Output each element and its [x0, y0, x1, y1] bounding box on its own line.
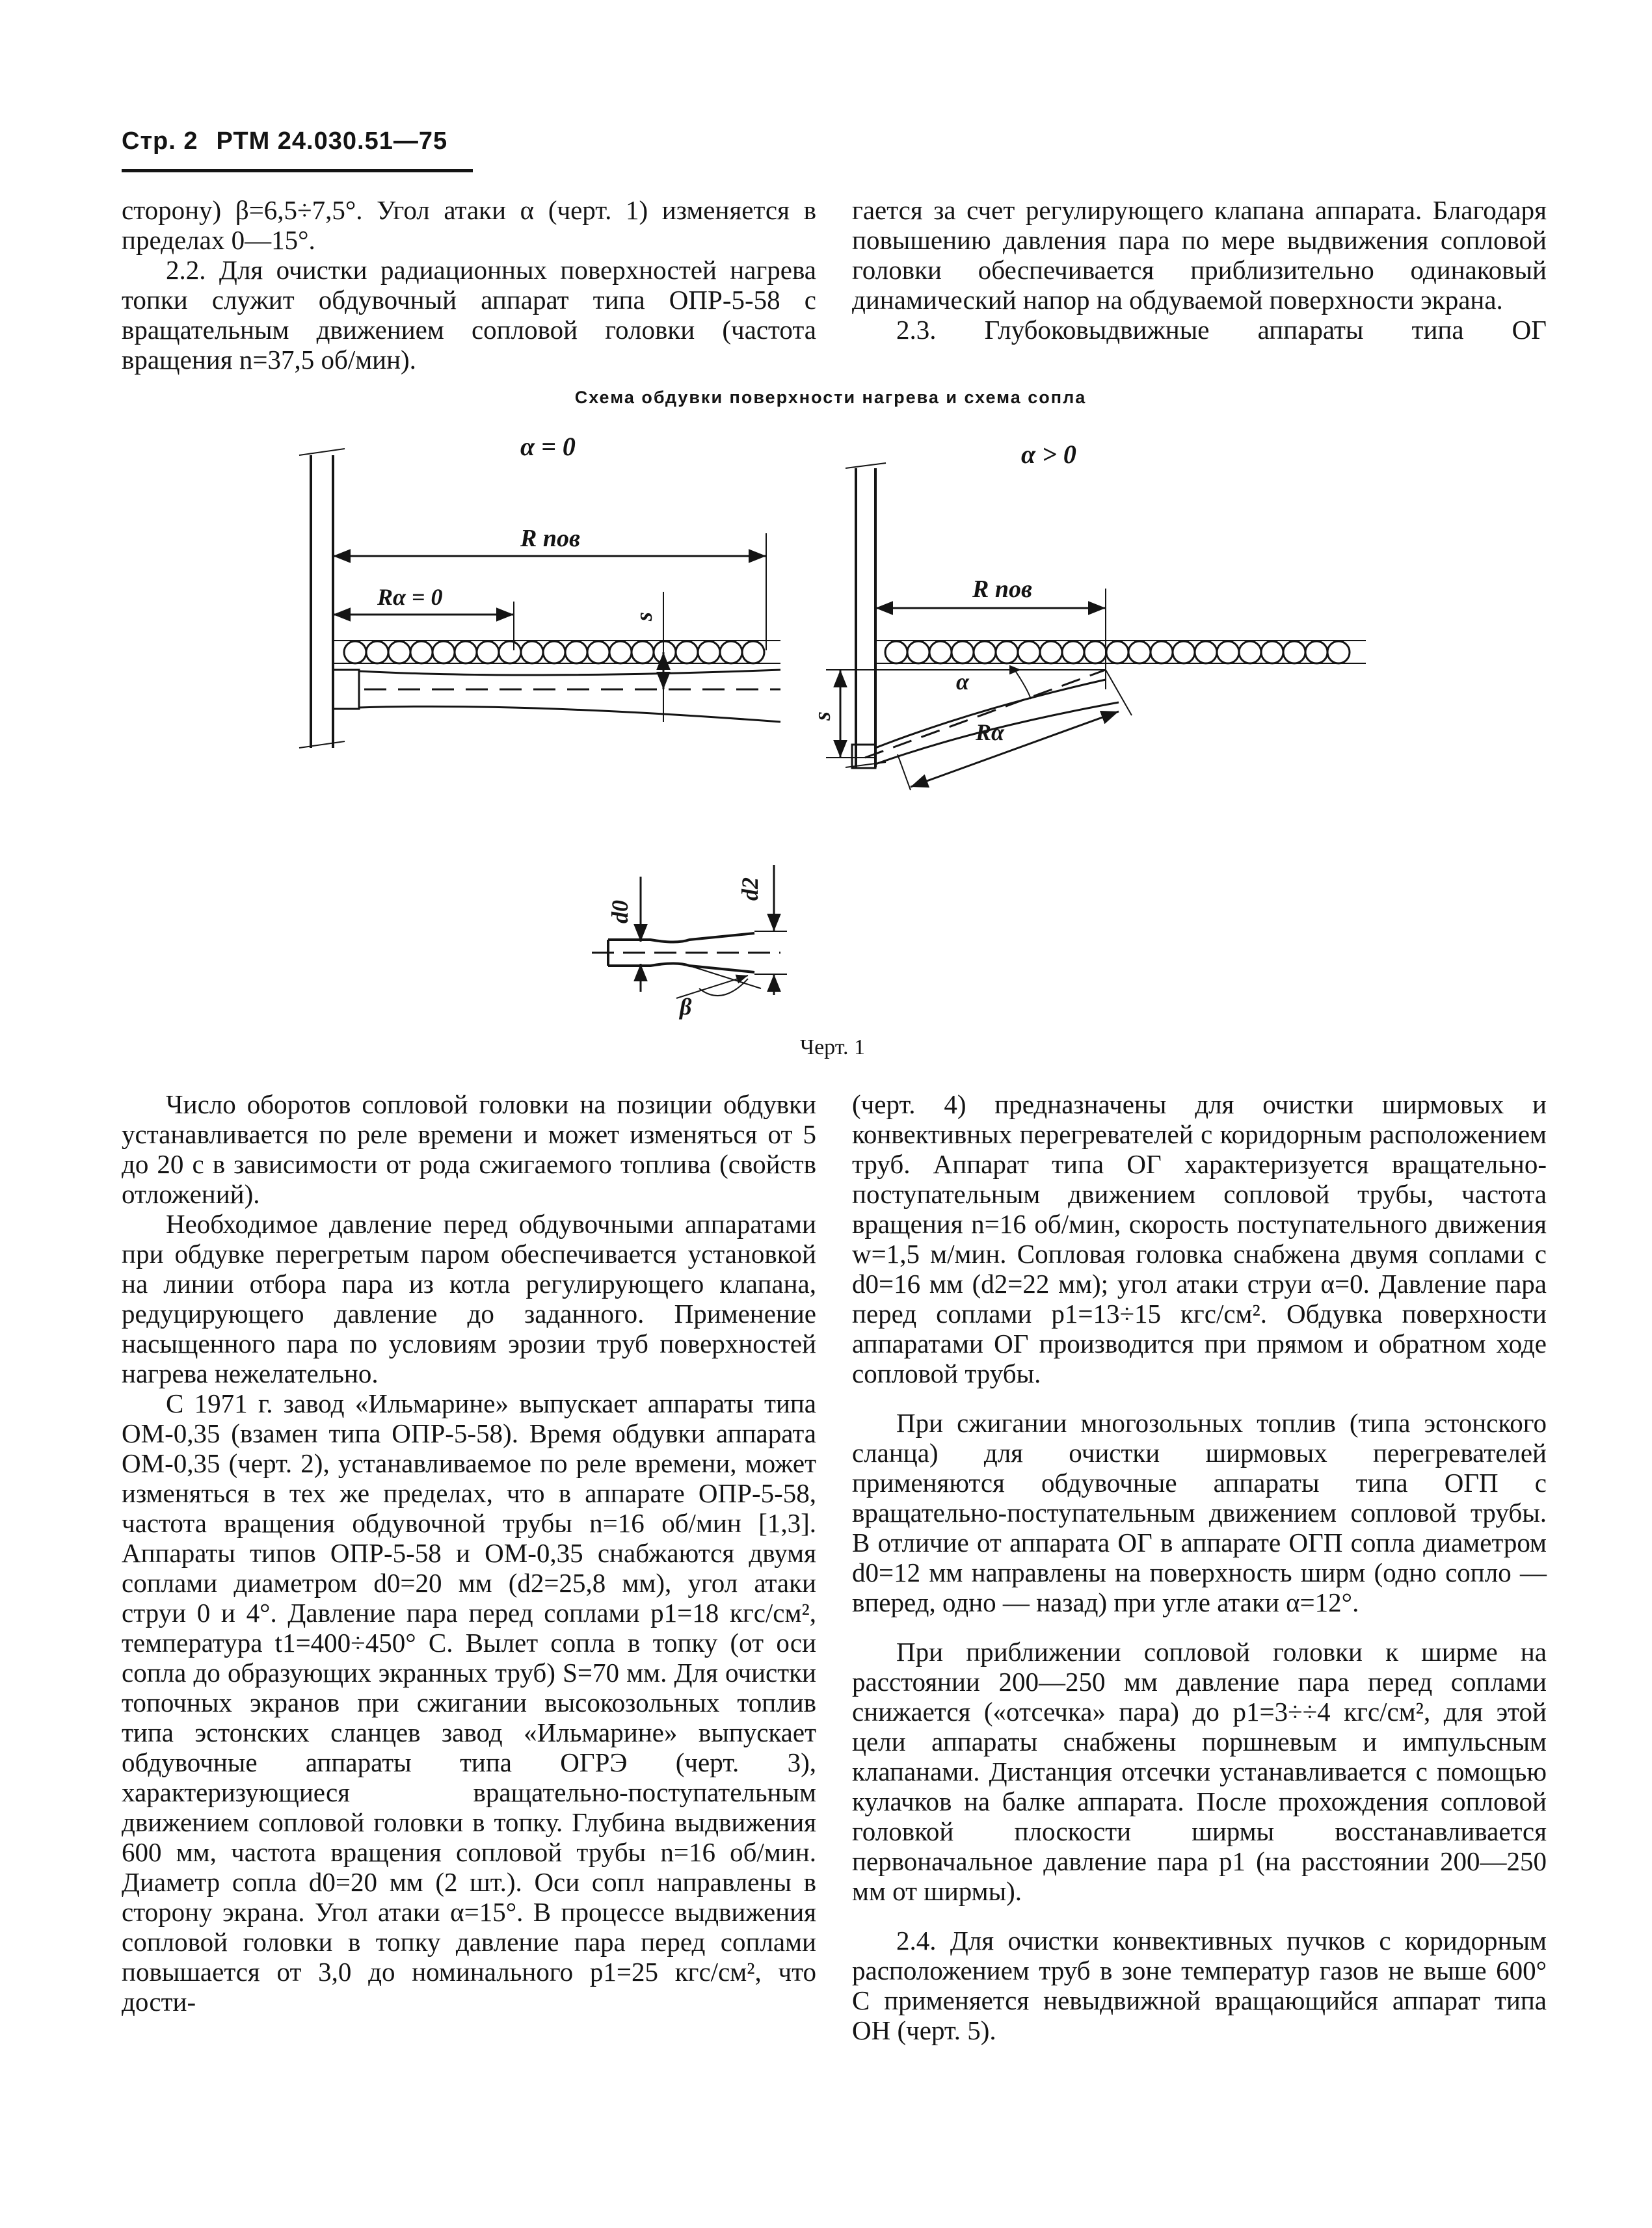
tubes-row-right — [885, 641, 1350, 663]
paragraph: 2.2. Для очистки радиационных поверхностей нагрева топки служит обдувочный аппарат типа ОПР-5-58 с вращательным движением сопловой головки (частота вращения n=37,5 об/мин). — [122, 255, 816, 375]
label-alpha-positive: α > 0 — [1021, 440, 1076, 469]
paragraph: сторону) β=6,5÷7,5°. Угол атаки α (черт. 1) изменяется в пределах 0—15°. — [122, 195, 816, 255]
paragraph: При сжигании многозольных топлив (типа эстонского сланца) для очистки ширмовых перегревателей применяются обдувочные аппараты типа ОГП с вращательно-поступательным движением сопловой трубы. В отличие от аппарата ОГ в аппарате ОГП сопла диаметром d0=12 мм направлены на поверхность ширм (одно сопло — вперед, одно — назад) при угле атаки α=12°. — [852, 1408, 1547, 1617]
paragraph: 2.4. Для очистки конвективных пучков с коридорным расположением труб в зоне температур газов не выше 600° С применяется невыдвижной вращающийся аппарат типа ОН (черт. 5). — [852, 1926, 1547, 2045]
paragraph: Необходимое давление перед обдувочными аппаратами при обдувке перегретым паром обеспечивается установкой на линии отбора пара из котла регулирующего клапана, редуцирующего давление до заданного. Применение насыщенного пара по условиям эрозии труб поверхностей нагрева нежелательно. — [122, 1209, 816, 1388]
label-alpha: α — [956, 669, 969, 695]
page-number: Стр. 2 — [122, 127, 198, 155]
label-r-pov-left: R пов — [520, 525, 580, 552]
label-alpha-zero: α = 0 — [520, 432, 576, 461]
tubes-row-left — [344, 641, 764, 663]
paragraph: гается за счет регулирующего клапана аппарата. Благодаря повышению давления пара по мере выдвижения сопловой головки обеспечивается приблизительно одинаковый динамический напор на обдуваемой поверхности экрана. — [852, 195, 1547, 315]
label-s-left: s — [631, 611, 657, 621]
scheme-alpha-positive — [826, 463, 1366, 790]
document-code: РТМ 24.030.51—75 — [216, 127, 448, 155]
figure-title: Схема обдувки поверхности нагрева и схема сопла — [574, 388, 1087, 407]
paragraph: 2.3. Глубоковыдвижные аппараты типа ОГ — [896, 315, 1547, 345]
label-beta: β — [680, 994, 692, 1020]
label-r-pov-right: R пов — [972, 576, 1032, 603]
paragraph: С 1971 г. завод «Ильмарине» выпускает аппараты типа ОМ-0,35 (взамен типа ОПР-5-58). Время обдувки аппарата ОМ-0,35 (черт. 2), устанавливаемое по реле времени, может изменяться в тех же пределах, что в аппарате ОПР-5-58, частота вращения обдувочной трубы n=16 об/мин [1,3]. Аппараты типов ОПР-5-58 и ОМ-0,35 снабжаются двумя соплами диаметром d0=20 мм (d2=25,8 мм), угол атаки струи 0 и 4°. Давление пара перед соплами p1=18 кгс/см², температура t1=400÷450° С. Вылет сопла в топку (от оси сопла до образующих экранных труб) S=70 мм. Для очистки топочных экранов при сжигании высокозольных топлив типа эстонских сланцев завод «Ильмарине» выпускает обдувочные аппараты типа ОГРЭ (черт. 3), характеризующиеся вращательно-поступательным движением сопловой головки в топку. Глубина выдвижения 600 мм, частота вращения сопловой трубы n=16 об/мин. Диаметр сопла d0=20 мм (2 шт.). Оси сопл направлены в сторону экрана. Угол атаки α=15°. В процессе выдвижения сопловой головки в топку давление пара перед соплами повышается от 3,0 до номинального p1=25 кгс/см², что дости- — [122, 1388, 816, 2017]
label-d2: d2 — [737, 877, 763, 901]
bottom-right-column — [852, 1089, 1547, 2045]
label-r-alpha-zero: Rα = 0 — [377, 584, 443, 610]
scheme-alpha-zero — [299, 449, 780, 748]
paragraph: При приближении сопловой головки к ширме на расстоянии 200—250 мм давление пара перед соплами снижается («отсечка» пара) до p1=3÷÷4 кгс/см², для этой цели аппараты снабжены поршневым и импульсным клапанами. Дистанция отсечки устанавливается с помощью кулачков на балке аппарата. После прохождения сопловой головкой плоскости ширмы восстанавливается первоначальное давление пара p1 (на расстоянии 200—250 мм от ширмы). — [852, 1637, 1547, 1906]
figure-caption: Черт. 1 — [799, 1035, 866, 1059]
bottom-left-column — [122, 1089, 816, 2017]
paragraph: Число оборотов сопловой головки на позиции обдувки устанавливается по реле времени и может изменяться от 5 до 20 с в зависимости от рода сжигаемого топлива (свойств отложений). — [122, 1089, 816, 1209]
label-r-alpha: Rα — [976, 719, 1004, 745]
label-s-right: s — [809, 711, 835, 721]
label-d0: d0 — [607, 900, 633, 923]
paragraph: (черт. 4) предназначены для очистки ширмовых и конвективных перегревателей с коридорным расположением труб. Аппарат типа ОГ характеризуется вращательно-поступательным движением сопловой трубы, частота вращения n=16 об/мин, скорость поступательного движения w=1,5 м/мин. Сопловая головка снабжена двумя соплами с d0=16 мм (d2=22 мм); угол атаки струи α=0. Давление пара перед соплами p1=13÷15 кгс/см². Обдувка поверхности аппаратами ОГ производится при прямом и обратном ходе сопловой трубы. — [852, 1089, 1547, 1388]
